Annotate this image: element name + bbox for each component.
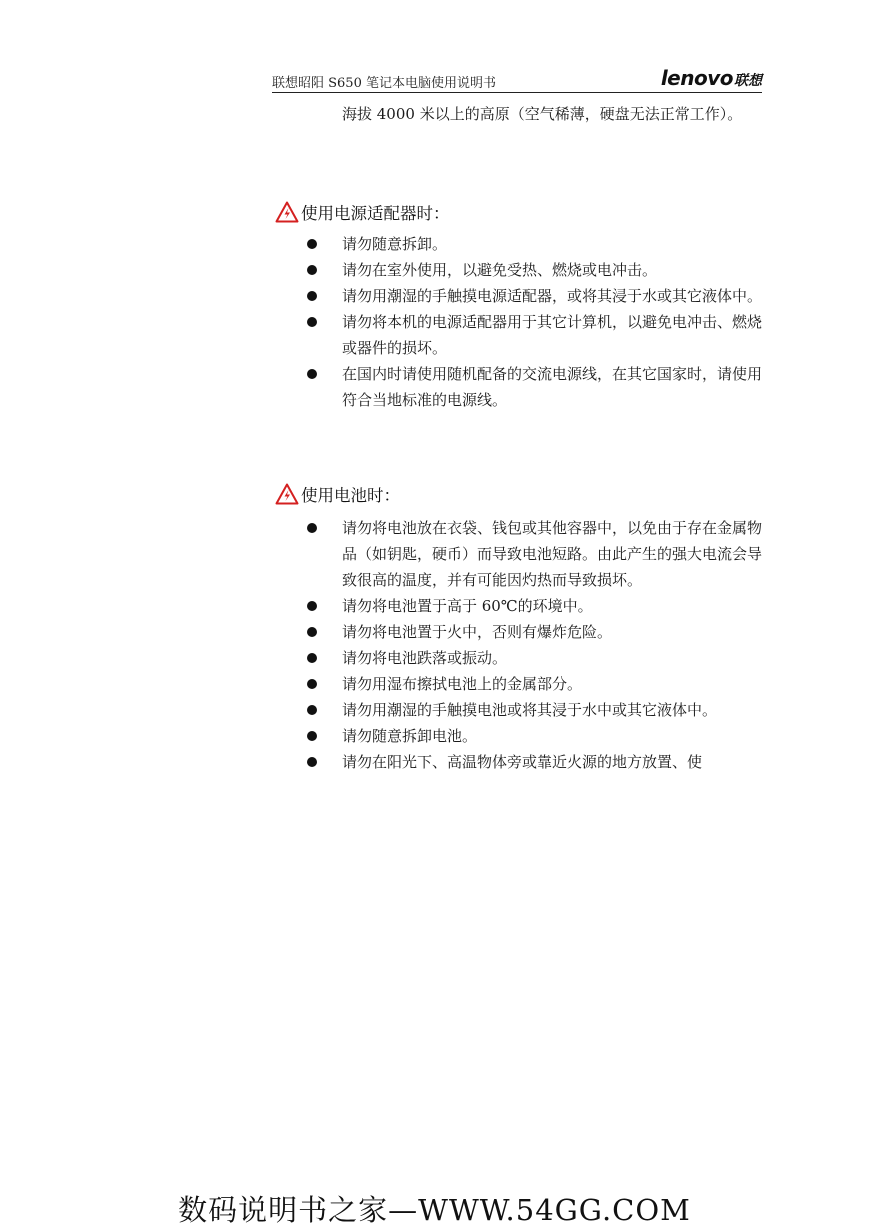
bullet-icon (307, 369, 317, 379)
bullet-icon (307, 757, 317, 767)
list-item: 请勿将电池置于高于 60℃的环境中。 (0, 593, 762, 619)
bullet-icon (307, 627, 317, 637)
section-title-text: 使用电源适配器时： (301, 204, 450, 223)
logo-chinese-text: 联想 (734, 73, 762, 89)
list-item: 在国内时请使用随机配备的交流电源线，在其它国家时，请使用符合当地标准的电源线。 (0, 361, 762, 413)
bullet-icon (307, 731, 317, 741)
list-item: 请勿将电池跌落或振动。 (0, 645, 762, 671)
bullet-icon (307, 265, 317, 275)
lenovo-logo (661, 66, 762, 90)
list-item: 请勿随意拆卸电池。 (0, 723, 762, 749)
list-item: 请勿在室外使用，以避免受热、燃烧或电冲击。 (0, 257, 762, 283)
list-item: 请勿随意拆卸。 (0, 231, 762, 257)
section-title-text: 使用电池时： (301, 486, 400, 505)
bullet-icon (307, 601, 317, 611)
list-item: 请勿用潮湿的手触摸电源适配器，或将其浸于水或其它液体中。 (0, 283, 762, 309)
list-item: 请勿用潮湿的手触摸电池或将其浸于水中或其它液体中。 (0, 697, 762, 723)
list-item: 请勿在阳光下、高温物体旁或靠近火源的地方放置、使 (0, 749, 762, 775)
power-adapter-list (0, 231, 869, 413)
bullet-icon (307, 705, 317, 715)
header-title: 联想昭阳 S650 笔记本电脑使用说明书 (272, 76, 496, 91)
list-item: 请勿将电池放在衣袋、钱包或其他容器中，以免由于存在金属物品（如钥匙，硬币）而导致电池短路。由此产生的强大电流会导致很高的温度，并有可能因灼热而导致损坏。 (0, 515, 762, 593)
bullet-icon (307, 523, 317, 533)
list-item: 请勿将本机的电源适配器用于其它计算机，以避免电冲击、燃烧或器件的损坏。 (0, 309, 762, 361)
intro-continuation: 海拔 4000 米以上的高原（空气稀薄，硬盘无法正常工作）。 (342, 105, 743, 123)
battery-list (0, 515, 869, 775)
bullet-icon (307, 317, 317, 327)
header-rule (272, 92, 762, 93)
warning-triangle-icon (275, 201, 299, 223)
logo-latin-text: lenovo (660, 66, 733, 90)
page-header (272, 66, 762, 94)
bullet-icon (307, 239, 317, 249)
footer-watermark: 数码说明书之家—WWW.54GG.COM (178, 1193, 691, 1227)
list-item: 请勿用湿布擦拭电池上的金属部分。 (0, 671, 762, 697)
bullet-icon (307, 291, 317, 301)
section-title-power-adapter (275, 199, 450, 225)
bullet-icon (307, 679, 317, 689)
warning-triangle-icon (275, 483, 299, 505)
bullet-icon (307, 653, 317, 663)
section-title-battery (275, 481, 400, 507)
list-item: 请勿将电池置于火中，否则有爆炸危险。 (0, 619, 762, 645)
